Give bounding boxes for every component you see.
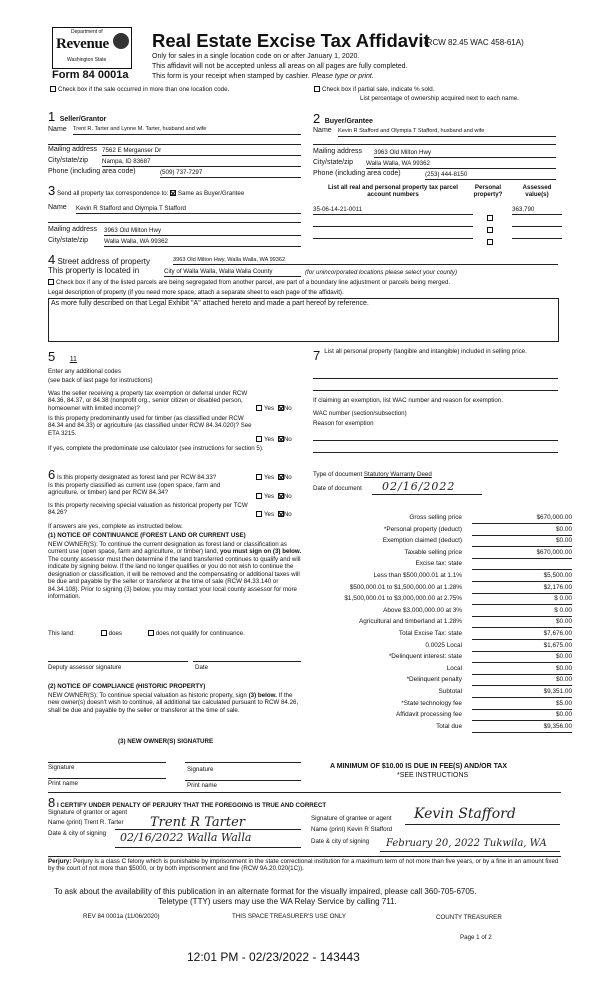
seller-section-number: 1: [48, 109, 56, 124]
grantee-signature-line: [405, 824, 560, 825]
new-owner-signature-heading: (3) NEW OWNER(S) SIGNATURE: [118, 738, 214, 745]
continuance-heading: (1) NOTICE OF CONTINUANCE (FOREST LAND OR CURRENT USE): [48, 532, 246, 539]
assessed-value-heading: Assessed value(s): [522, 184, 552, 199]
partial-sale-row: [314, 86, 434, 93]
current-use-yes-checkbox[interactable]: [256, 493, 262, 499]
grantee-date-line: [380, 851, 560, 852]
does-checkbox[interactable]: [101, 630, 107, 636]
fee-label: $1,500,000.01 to $3,000,000.00 at 2.75%: [344, 595, 462, 603]
owner-signature-label-2: Signature: [187, 766, 214, 773]
fee-row: [310, 629, 572, 640]
fee-value[interactable]: $ 0.00: [472, 595, 572, 605]
fee-value[interactable]: $1,675.00: [472, 642, 572, 652]
parcel-heading: List all real and personal property tax parcel account numbers: [328, 184, 458, 199]
fee-value[interactable]: $9,351.00: [472, 688, 572, 698]
header-line3-b: Please type or print.: [311, 73, 374, 80]
percent-list-label: List percentage of ownership acquired next to each name.: [360, 95, 519, 102]
multi-location-checkbox[interactable]: [50, 86, 56, 92]
fee-value[interactable]: $670,000.00: [472, 549, 572, 559]
fee-value[interactable]: $0.00: [472, 711, 572, 721]
fee-value[interactable]: $0.00: [472, 653, 572, 663]
forest-no-label: No: [283, 474, 292, 481]
tax-mailing-label: Mailing address: [48, 226, 98, 233]
document-type-row: [313, 471, 432, 478]
additional-codes-label: Enter any additional codes: [48, 368, 121, 375]
street-address-field[interactable]: 3963 Old Milton Hwy, Walla Walla, WA 99362: [173, 257, 558, 265]
current-use-yes-label: Yes: [264, 493, 275, 500]
buyer-section-number: 2: [313, 111, 321, 126]
fee-row: [310, 652, 572, 663]
forest-yes-checkbox[interactable]: [256, 474, 262, 480]
document-date-label: Date of document: [313, 485, 362, 492]
historic-text: [48, 692, 302, 714]
grantee-signature-label: Signature of grantee or agent: [311, 815, 392, 822]
header-line2: This affidavit will not be accepted unless all areas on all pages are fully completed.: [152, 63, 408, 70]
current-use-no-label: No: [283, 493, 292, 500]
timber-question: Is this property predominantly used for timber (as classified under RCW 84.34 and 84.33) or agriculture (as classified under RCW 84.34.020)? See ETA 3215.: [48, 415, 252, 437]
fee-label: *State technology fee: [401, 699, 462, 707]
exemption-reason-line-1: [313, 440, 558, 441]
does-label: does: [108, 630, 122, 637]
deputy-date-label: Date: [195, 664, 209, 671]
forest-land-row: [48, 467, 216, 483]
forest-land-question: Is this property designated as forest land per RCW 84.33?: [56, 474, 217, 481]
see-back-label: (see back of last page for instructions): [48, 377, 153, 384]
fee-row: [310, 699, 572, 710]
buyer-mailing-label: Mailing address: [313, 148, 363, 155]
segregated-checkbox[interactable]: [48, 279, 54, 285]
owner-signature-line-2: [185, 762, 301, 763]
historic-text-b: (3) below.: [248, 692, 277, 699]
timber-no-label: No: [283, 436, 292, 443]
buyer-name-field[interactable]: Kevin R Stafford and Olympia T Stafford, husband and wife: [338, 128, 556, 137]
grantee-signature[interactable]: Kevin Stafford: [414, 806, 516, 822]
grantor-date-label: Date & city of signing: [48, 830, 107, 837]
grantor-signature-line: [115, 829, 301, 830]
fee-label: Subtotal: [438, 688, 462, 695]
grantee-print-name[interactable]: Kevin R Stafford: [347, 826, 393, 833]
fee-label: 0.0025 Local: [425, 641, 462, 649]
section7-number: 7: [313, 348, 321, 363]
exemption-question: Was the seller receiving a property tax exemption or deferral under RCW 84.36, 84.37, or 84.38 (nonprofit org., senior citizen or disabled person, homeowner with limited income)?: [48, 390, 248, 412]
header-line3: [152, 73, 374, 81]
exemption-reason-line-2: [313, 452, 558, 453]
located-in-field[interactable]: City of Walla Walla, Walla Walla County: [164, 268, 301, 277]
does-not-label: does not qualify for continuance.: [155, 630, 245, 637]
seller-name-label: Name: [48, 126, 67, 133]
fee-row: [310, 664, 572, 675]
same-as-buyer-checkbox[interactable]: [170, 190, 176, 196]
fee-row: [310, 583, 572, 594]
logo-line3: Washington State: [67, 57, 107, 63]
does-not-checkbox[interactable]: [148, 630, 154, 636]
teletype-notice: Teletype (TTY) users may use the WA Relay Service by calling 711.: [158, 897, 397, 906]
owner-print-line-2: [185, 780, 301, 781]
tax-correspondence-label: Send all property tax correspondence to:: [56, 190, 169, 197]
forest-yes-label: Yes: [264, 474, 275, 481]
grantee-date-field[interactable]: February 20, 2022 Tukwila, WA: [386, 838, 547, 849]
owner-signature-label-1: Signature: [48, 764, 75, 771]
perjury-label: Perjury:: [48, 858, 72, 865]
personal-property-checkbox-3[interactable]: [487, 231, 495, 249]
deputy-signature-label: Deputy assessor signature: [48, 664, 122, 671]
buyer-heading-row: [313, 110, 373, 128]
fee-label: Total Excise Tax: state: [398, 630, 462, 637]
buyer-name-label: Name: [313, 127, 332, 134]
document-date-line: [372, 494, 482, 495]
predominate-use-note: If yes, complete the predominate use calculator (see instructions for section 5).: [48, 445, 264, 452]
fee-label: Gross selling price: [409, 514, 462, 521]
tax-correspondence-number: 3: [48, 183, 56, 198]
see-instructions-note: *SEE INSTRUCTIONS: [397, 772, 469, 779]
seller-phone-field[interactable]: (509) 737-7297: [160, 169, 301, 178]
footer-top-rule: [48, 856, 561, 857]
assessed-value-1[interactable]: 363,790: [512, 206, 562, 215]
perjury-text: Perjury is a class C felony which is punishable by imprisonment in the state correctional institution for a maximum term of not more than five years, or by a fine in an amount fixed by the court of not more than $5000, or by both imprisonment and fine (RCW 9A.20.020(1C)).: [48, 858, 559, 873]
personal-property-heading: Personal property?: [473, 184, 503, 199]
historic-yes-label: Yes: [264, 511, 275, 518]
form-number: Form 84 0001a: [52, 69, 129, 81]
seller-name-field[interactable]: Trent R. Tarter and Lynne M. Tarter, husband and wife: [73, 126, 301, 135]
timber-yes-checkbox[interactable]: [256, 436, 262, 442]
fee-label: Total due: [436, 722, 462, 730]
section5-row: [48, 348, 77, 366]
historic-no-checkbox[interactable]: [278, 511, 284, 517]
owner-print-label-2: Print name: [187, 782, 217, 789]
fee-value[interactable]: $9,356.00: [472, 723, 572, 733]
fee-value[interactable]: $0.00: [472, 676, 572, 686]
historic-no-label: No: [283, 511, 292, 518]
fee-row: [310, 525, 572, 536]
document-type-label: Type of document: [313, 471, 363, 478]
exemption-reason-label: Reason for exemption: [313, 420, 374, 427]
continuance-text-b: you must sign on (3) below.: [219, 548, 302, 556]
seller-city-field[interactable]: Nampa, ID 83687: [102, 158, 301, 167]
fee-label: Affidavit processing fee: [396, 711, 462, 719]
dor-logo: [52, 27, 132, 69]
seller-phone-label: Phone (including area code): [48, 168, 136, 175]
fee-row: [310, 536, 572, 547]
rcw-reference: (RCW 82.45 WAC 458-61A): [424, 38, 524, 47]
fee-row: [310, 617, 572, 628]
this-land-label: This land:: [48, 630, 75, 637]
exemption-answer: [256, 405, 292, 412]
parcel-number-1[interactable]: 35-06-14-21-0011: [313, 206, 473, 215]
fee-row: [310, 675, 572, 686]
section8-number: 8: [48, 795, 56, 810]
this-land-row: [48, 630, 245, 637]
minimum-fee-notice: A MINIMUM OF $10.00 IS DUE IN FEE(S) AND/OR TAX: [330, 763, 508, 770]
fee-row: [310, 687, 572, 698]
tax-correspondence-row: [48, 183, 244, 199]
fee-label: Agricultural and timberland at 1.28%: [358, 618, 462, 626]
parcel-number-3[interactable]: [313, 230, 473, 239]
exemption-yes-checkbox[interactable]: [256, 405, 262, 411]
parcel-number-2[interactable]: [313, 218, 473, 227]
assessed-value-2[interactable]: [512, 218, 562, 227]
legal-description-field[interactable]: As more fully described on that Legal Exhibit "A" attached hereto and made a part hereof by reference.: [48, 298, 559, 342]
buyer-city-label: City/state/zip: [313, 159, 354, 166]
certify-statement: I CERTIFY UNDER PENALTY OF PERJURY THAT THE FOREGOING IS TRUE AND CORRECT: [56, 802, 327, 809]
tax-city-field[interactable]: Walla Walla, WA 99362: [104, 238, 301, 247]
fee-label: $500,000.01 to $1,500,000.00 at 1.28%: [349, 583, 462, 591]
form-title: Real Estate Excise Tax Affidavit: [152, 30, 430, 51]
owner-print-line-1: [48, 778, 166, 779]
fee-row: [310, 571, 572, 582]
section8-top-rule: [48, 792, 561, 793]
recording-stamp: 12:01 PM - 02/23/2022 - 143443: [187, 950, 360, 964]
logo-word: Revenue: [56, 36, 109, 52]
fee-row: [310, 594, 572, 605]
seller-heading-row: [48, 108, 106, 126]
tax-mailing-field[interactable]: 3963 Old Milton Hwy: [104, 227, 301, 236]
grantee-name-row: [311, 826, 392, 833]
fee-value[interactable]: $7,676.00: [472, 630, 572, 640]
buyer-heading: Buyer/Grantee: [324, 118, 373, 125]
partial-sale-label: Check box if partial sale, indicate % sold.: [322, 86, 435, 93]
treasurer-use-label: THIS SPACE TREASURER'S USE ONLY: [232, 913, 346, 920]
fee-value[interactable]: $5,500.00: [472, 572, 572, 582]
section6-number: 6: [48, 467, 56, 482]
header-line1: Only for sales in a single location code on or after January 1, 2020.: [152, 53, 360, 60]
fee-row: [310, 710, 572, 721]
historic-text-a: NEW OWNER(S): To continue special valuation as historic property, sign: [48, 692, 247, 699]
located-in-note: (for unincorporated locations please select your county): [305, 269, 458, 276]
fee-value[interactable]: $0.00: [472, 537, 572, 547]
header-line3-a: This form is your receipt when stamped by cashier.: [152, 73, 310, 80]
current-use-no-checkbox[interactable]: [278, 493, 284, 499]
fee-label: *Personal property (deduct): [383, 525, 462, 533]
grantor-date-line: [115, 847, 301, 848]
segregated-label: Check box if any of the listed parcels are being segregated from another parcel, are part of a boundary line adjustment or parcels being merged.: [56, 279, 451, 286]
grantor-signature-label: Signature of grantor or agent: [48, 809, 128, 816]
historic-yes-checkbox[interactable]: [256, 511, 262, 517]
fee-row: [310, 513, 572, 524]
section5-number: 5: [48, 349, 56, 364]
perjury-notice: [48, 858, 566, 873]
forest-land-answer: [256, 474, 292, 481]
timber-no-checkbox[interactable]: [278, 436, 284, 442]
buyer-divider: [313, 144, 556, 145]
logo-line1: Department of: [71, 29, 103, 35]
tax-name-label: Name: [48, 204, 67, 211]
buyer-mailing-field[interactable]: 3963 Old Milton Hwy: [374, 149, 556, 158]
same-as-buyer-label: Same as Buyer/Grantee: [177, 190, 245, 197]
fee-label: Taxable selling price: [404, 548, 462, 556]
deputy-date-line: [193, 661, 301, 662]
fee-label: *Delinquent penalty: [406, 676, 462, 684]
buyer-phone-field[interactable]: (253) 444-8150: [425, 171, 556, 180]
availability-notice: To ask about the availability of this publication in an alternate format for the visually impaired, please call 360-705-6705.: [54, 887, 477, 896]
current-use-answer: [256, 493, 292, 500]
segregated-row: [48, 279, 450, 286]
fee-value[interactable]: $2,176.00: [472, 584, 572, 594]
fee-label: *Delinquent interest: state: [388, 653, 462, 661]
fee-value[interactable]: $0.00: [472, 665, 572, 675]
if-yes-instructions: If answers are yes, complete as instructed below.: [48, 523, 183, 530]
fee-row: [310, 606, 572, 617]
fee-value[interactable]: $0.00: [472, 618, 572, 628]
seller-city-label: City/state/zip: [48, 157, 89, 164]
fee-value[interactable]: $0.00: [472, 526, 572, 536]
owner-signature-line-1: [48, 762, 166, 763]
fee-row: [310, 559, 572, 570]
revision-label: REV 84 0001a (11/06/2020): [83, 913, 160, 920]
deputy-signature-line: [48, 661, 188, 662]
exemption-no-label: No: [283, 405, 292, 412]
continuance-text-a: NEW OWNER(S): To continue the current designation as forest land or classification as current use (open space, farm and agriculture, or timber) land,: [48, 541, 287, 556]
document-date-field[interactable]: 02/16/2022: [382, 480, 456, 493]
county-treasurer-label: COUNTY TREASURER: [436, 914, 502, 921]
assessed-value-3[interactable]: [512, 230, 562, 239]
seller-heading: Seller/Grantor: [59, 116, 107, 123]
personal-property-label: List all personal property (tangible and intangible) included in selling price.: [324, 348, 527, 355]
grantee-date-label: Date & city of signing: [311, 838, 370, 845]
multi-location-label: Check box if the sale occurred in more than one location code.: [58, 86, 230, 93]
fee-value[interactable]: $670,000.00: [472, 514, 572, 524]
partial-sale-checkbox[interactable]: [314, 86, 320, 92]
location-code-field[interactable]: 11: [69, 356, 77, 363]
historic-heading: (2) NOTICE OF COMPLIANCE (HISTORIC PROPERTY): [48, 683, 206, 690]
grantor-print-label: Name (print): [48, 819, 83, 826]
fee-label: Local: [446, 664, 462, 672]
historic-question: Is this property receiving special valuation as historical property per TCW 84.26?: [48, 502, 248, 517]
document-type-field[interactable]: Statutory Warranty Deed: [363, 471, 432, 478]
fee-value[interactable]: [472, 560, 572, 570]
page-number: Page 1 of 2: [460, 934, 492, 941]
personal-property-line-2: [313, 390, 558, 391]
fee-row: [310, 722, 572, 733]
historic-text-c: If the new owner(s) doesn't wish to continue, all additional tax calculated pursuant to RCW 84.26, shall be due and payable by the seller or transferor at the time of sale.: [48, 692, 299, 714]
seller-mailing-field[interactable]: 7562 E Merganser Dr: [102, 147, 301, 156]
fee-label: Exemption claimed (deduct): [382, 537, 462, 545]
personal-property-row: [313, 348, 558, 364]
current-use-question: Is this property classified as current use (open space, farm and agriculture, or timber) land per RCW 84.34?: [48, 482, 221, 497]
buyer-phone-label: Phone (including area code): [313, 170, 401, 177]
located-in-label: This property is located in: [48, 266, 140, 275]
grantor-signature[interactable]: Trent R Tarter: [150, 815, 245, 830]
exemption-no-checkbox[interactable]: [278, 405, 284, 411]
exemption-label: If claiming an exemption, list WAC number and reason for exemption.: [313, 397, 503, 404]
legal-description-label: Legal description of property (if you need more space, attach a separate sheet to each page of the affidavit).: [48, 289, 344, 296]
street-address-label: Street address of property: [57, 257, 150, 266]
fee-label: Above $3,000,000.00 at 3%: [383, 606, 462, 614]
historic-answer: [256, 511, 292, 518]
continuance-text-c: The county assessor must then determine if the land transferred continues to qualify and will indicate by signing below. If the land no longer qualifies or you do not wish to continue the designation or classification, it will be removed and the compensating or additional taxes will be due and payable by the seller or transferor at the time of sale (RCW 84.33.140 or 84.34.108). Prior to signing (3) below, you may contact your local county assessor for more information.: [48, 555, 301, 601]
grantor-name-row: [48, 819, 124, 826]
continuance-text: [48, 541, 302, 601]
forest-no-checkbox[interactable]: [278, 474, 284, 480]
street-section-number: 4: [48, 252, 56, 267]
timber-answer: [256, 436, 292, 443]
tax-city-label: City/state/zip: [48, 237, 89, 244]
wac-number-label: WAC number (section/subsection): [313, 410, 407, 417]
seller-mailing-label: Mailing address: [48, 146, 98, 153]
fee-row: [310, 641, 572, 652]
buyer-city-field[interactable]: Walla Walla, WA 99362: [366, 160, 556, 169]
grantor-date-field[interactable]: 02/16/2022 Walla Walla: [120, 831, 252, 844]
fee-label: Less than $500,000.01 at 1.1%: [373, 572, 462, 579]
exemption-yes-label: Yes: [264, 405, 275, 412]
multi-location-row: [50, 86, 229, 93]
fee-value[interactable]: $5.00: [472, 700, 572, 710]
grantor-print-name[interactable]: Trent R. Tarter: [84, 819, 124, 826]
timber-yes-label: Yes: [264, 436, 275, 443]
tax-divider: [48, 222, 301, 223]
logo-emblem-icon: [113, 33, 129, 49]
owner-print-label-1: Print name: [48, 780, 78, 787]
tax-name-field[interactable]: Kevin R Stafford and Olympia T Stafford: [76, 205, 301, 214]
grantee-print-label: Name (print): [311, 826, 346, 833]
personal-property-line-1: [313, 378, 558, 379]
seller-divider: [48, 144, 301, 145]
fee-value[interactable]: $ 0.00: [472, 607, 572, 617]
fee-row: [310, 548, 572, 559]
fee-label: Excise tax: state: [415, 560, 462, 568]
